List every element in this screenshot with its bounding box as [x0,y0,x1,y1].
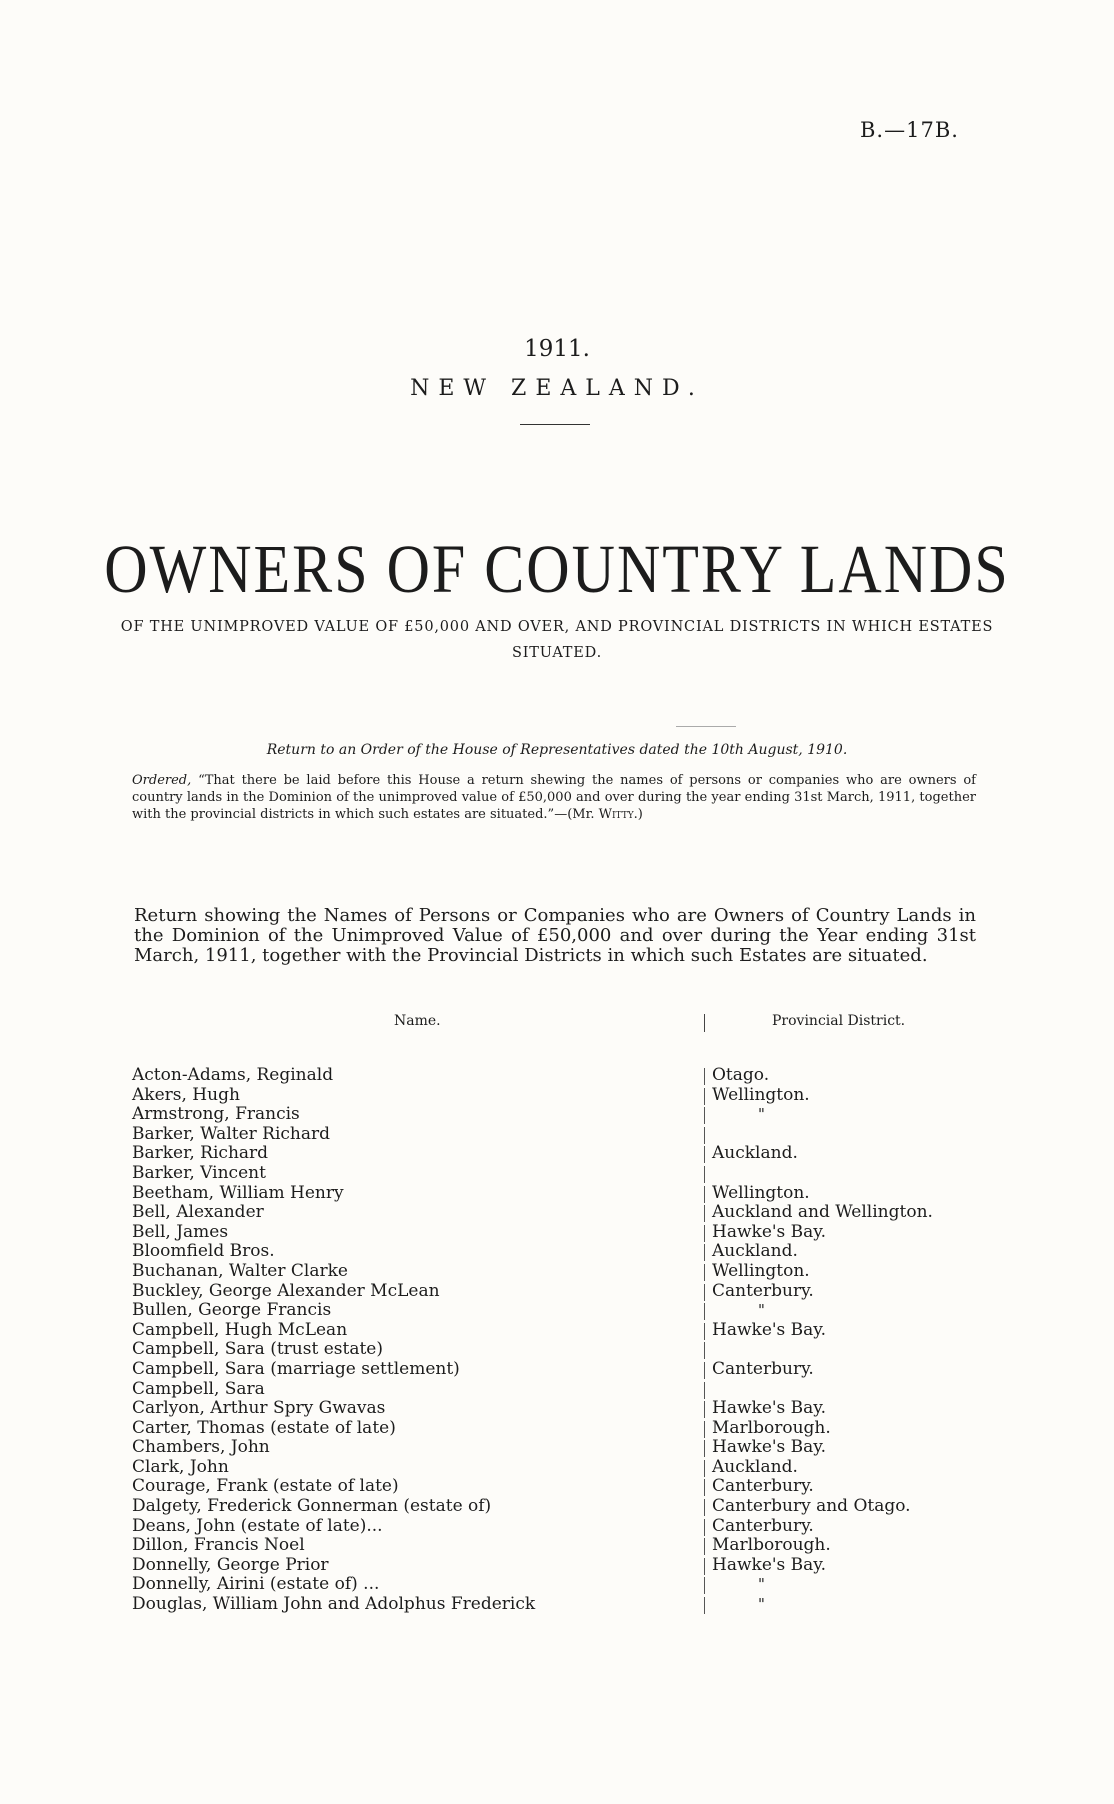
provincial-district: Auckland. [712,1143,798,1164]
table-row [132,1242,952,1262]
country-heading: NEW ZEALAND. [410,376,704,401]
row-divider [704,1107,705,1124]
table-row [132,1438,952,1458]
row-divider [704,1558,705,1575]
separator-rule [520,424,590,425]
owner-name: Donnelly, George Prior [132,1554,329,1575]
owner-name: Armstrong, Francis [132,1104,300,1125]
row-divider [704,1362,705,1379]
row-divider [704,1421,705,1438]
provincial-district: Canterbury and Otago. [712,1496,911,1517]
row-divider [704,1146,705,1163]
owner-name: Beetham, William Henry [132,1182,344,1203]
provincial-district: Otago. [712,1065,770,1085]
provincial-district: " [758,1595,765,1614]
table-row [132,1203,952,1223]
provincial-district: Wellington. [712,1084,810,1105]
owner-name: Douglas, William John and Adolphus Frederick [132,1594,536,1615]
provincial-district: Hawke's Bay. [712,1398,827,1419]
table-row [132,1575,952,1595]
table-row [132,1105,952,1125]
table-row [132,1262,952,1282]
provincial-district: Canterbury. [712,1358,814,1379]
owner-name: Barker, Richard [132,1143,269,1164]
separator-rule-short [676,726,736,727]
owner-name: Campbell, Sara (trust estate) [132,1339,383,1360]
row-divider [704,1205,705,1222]
table-row [132,1536,952,1556]
owner-name: Bloomfield Bros. [132,1241,275,1262]
row-divider [704,1597,705,1614]
row-divider [704,1127,705,1144]
table-row [132,1086,952,1106]
owner-name: Campbell, Hugh McLean [132,1319,348,1340]
row-divider [704,1088,705,1105]
owner-name: Bullen, George Francis [132,1300,332,1321]
row-divider [704,1068,705,1085]
row-divider [704,1186,705,1203]
table-row [132,1340,952,1360]
provincial-district: Canterbury. [712,1515,814,1536]
table-row [132,1517,952,1537]
owner-name: Akers, Hugh [132,1084,240,1105]
row-divider [704,1225,705,1242]
row-divider [704,1264,705,1281]
owner-name: Campbell, Sara [132,1378,265,1399]
ordered-label: Ordered, [132,773,192,788]
column-header-district: Provincial District. [772,1013,906,1029]
row-divider [704,1499,705,1516]
table-row [132,1399,952,1419]
provincial-district: Hawke's Bay. [712,1554,827,1575]
owner-name: Dalgety, Frederick Gonnerman (estate of) [132,1496,492,1517]
owner-name: Deans, John (estate of late)... [132,1515,383,1536]
owner-name: Buchanan, Walter Clarke [132,1260,348,1281]
table-row [132,1458,952,1478]
document-title: OWNERS OF COUNTRY LANDS [104,531,1010,608]
row-divider [704,1401,705,1418]
row-divider [704,1460,705,1477]
row-divider [704,1166,705,1183]
owner-name: Barker, Vincent [132,1162,266,1183]
table-row [132,1595,952,1615]
row-divider [704,1284,705,1301]
provincial-district: Auckland. [712,1241,798,1262]
row-divider [704,1382,705,1399]
provincial-district: Marlborough. [712,1417,831,1438]
row-divider [704,1244,705,1261]
owner-name: Bell, Alexander [132,1202,264,1223]
provincial-district: Hawke's Bay. [712,1437,827,1458]
owner-name: Campbell, Sara (marriage settlement) [132,1358,460,1379]
document-subtitle: OF THE UNIMPROVED VALUE OF £50,000 AND OVER, AND PROVINCIAL DISTRICTS IN WHICH ESTATES SITUATED. [120,619,994,661]
column-header-name: Name. [394,1013,441,1029]
owners-table [132,1066,952,1615]
provincial-district: " [758,1575,765,1594]
owner-name: Acton-Adams, Reginald [132,1065,334,1085]
table-row [132,1477,952,1497]
provincial-district: Wellington. [712,1260,810,1281]
row-divider [704,1440,705,1457]
return-heading [134,906,976,966]
return-heading-text: Return showing the Names of Persons or Companies who are Owners of Country Lands in the Dominion of the Unimproved Value of £50,000 and over during the Year ending 31st March, 1911, together with the Provincial Districts in which such Estates are situated. [134,905,976,966]
provincial-district: Hawke's Bay. [712,1319,827,1340]
owner-name: Dillon, Francis Noel [132,1535,305,1556]
table-row [132,1184,952,1204]
table-row [132,1321,952,1341]
table-row [132,1144,952,1164]
owner-name: Carter, Thomas (estate of late) [132,1417,396,1438]
owner-name: Bell, James [132,1221,229,1242]
row-divider [704,1303,705,1320]
provincial-district: Wellington. [712,1182,810,1203]
provincial-district: Canterbury. [712,1280,814,1301]
row-divider [704,1538,705,1555]
owner-name: Barker, Walter Richard [132,1123,331,1144]
table-row [132,1301,952,1321]
table-row [132,1497,952,1517]
table-row [132,1223,952,1243]
table-row [132,1164,952,1184]
ordered-paragraph [132,772,976,823]
provincial-district: Auckland and Wellington. [712,1202,933,1223]
owner-name: Courage, Frank (estate of late) [132,1476,399,1497]
owner-name: Chambers, John [132,1437,270,1458]
table-row [132,1066,952,1086]
row-divider [704,1577,705,1594]
provincial-district: Marlborough. [712,1535,831,1556]
ordered-member: Witty.) [598,807,643,822]
row-divider [704,1479,705,1496]
provincial-district: Canterbury. [712,1476,814,1497]
table-row [132,1380,952,1400]
owner-name: Donnelly, Airini (estate of) ... [132,1574,380,1595]
provincial-district: Auckland. [712,1456,798,1477]
page-reference: B.—17B. [860,118,959,142]
document-year: 1911. [524,336,590,362]
row-divider [704,1323,705,1340]
ordered-text: “That there be laid before this House a return shewing the names of persons or companies who are owners of country lands in the Dominion of the unimproved value of £50,000 and over during the year ending 31st March, 1911, together with the provincial districts in which such estates are situated.”—(Mr. [132,773,976,822]
provincial-district: " [758,1105,765,1124]
owner-name: Carlyon, Arthur Spry Gwavas [132,1398,386,1419]
owner-name: Clark, John [132,1456,229,1477]
table-row [132,1419,952,1439]
row-divider [704,1519,705,1536]
return-order-line: Return to an Order of the House of Representatives dated the 10th August, 1910. [266,742,848,758]
table-row [132,1282,952,1302]
table-row [132,1556,952,1576]
row-divider [704,1342,705,1359]
table-row [132,1360,952,1380]
table-row [132,1125,952,1145]
provincial-district: " [758,1301,765,1320]
column-divider [704,1014,705,1032]
provincial-district: Hawke's Bay. [712,1221,827,1242]
owner-name: Buckley, George Alexander McLean [132,1280,440,1301]
